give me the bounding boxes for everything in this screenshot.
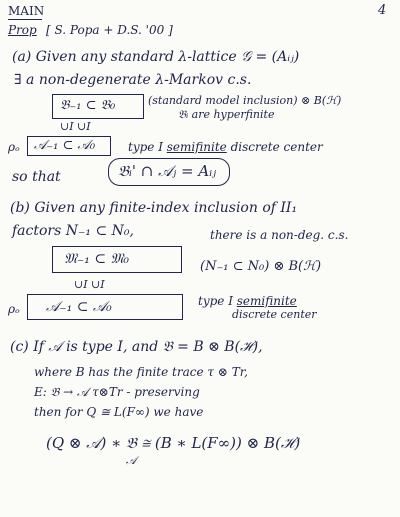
part-c-line4: then for Q ≅ L(F∞) we have: [34, 405, 204, 419]
prop-label: Prop: [8, 23, 37, 37]
part-a-contains-marks: ∪I ∪I: [60, 120, 91, 133]
part-b-top-inclusion: 𝔐₋₁ ⊂ 𝔐₀: [64, 251, 130, 267]
part-a-type-desc-3: discrete center: [226, 140, 323, 154]
part-c-formula-sub: 𝒜: [126, 454, 137, 467]
part-a-type-desc: [128, 141, 323, 153]
part-b-type-desc-1: type I: [198, 294, 237, 308]
part-b-contains-marks: ∪I ∪I: [74, 278, 105, 291]
part-b-line2-right: there is a non-deg. c.s.: [210, 228, 349, 242]
prop-reference: [ S. Popa + D.S. '00 ]: [46, 23, 173, 37]
part-a-line2: ∃ a non-degenerate λ-Markov c.s.: [14, 72, 252, 88]
part-b-type-desc: [198, 295, 297, 307]
part-a-bottom-inclusion: 𝒜₋₁ ⊂ 𝒜₀: [34, 138, 96, 153]
main-label: MAIN: [8, 4, 45, 18]
part-a-line1: (a) Given any standard λ-lattice 𝒢 = (Aᵢⱼ): [12, 49, 300, 65]
part-a-top-inclusion: 𝔅₋₁ ⊂ 𝔅₀: [60, 98, 116, 113]
part-b-line2-left: factors N₋₁ ⊂ N₀,: [12, 223, 134, 239]
part-a-relation: 𝔅ᵢ' ∩ 𝒜ⱼ = Aᵢⱼ: [118, 162, 217, 180]
part-a-annotation: (standard model inclusion) ⊗ B(ℋ): [148, 94, 342, 107]
part-a-annotation-sub: 𝔅ᵢ are hyperfinite: [178, 108, 275, 121]
part-c-formula: (Q ⊗ 𝒜) ∗ 𝔅 ≅ (B ∗ L(F∞)) ⊗ B(ℋ): [46, 434, 301, 452]
part-b-line1: (b) Given any finite-index inclusion of II₁: [10, 200, 298, 216]
part-c-line3: E: 𝔅 → 𝒜 τ⊗Tr - preserving: [34, 385, 200, 399]
part-b-type-desc-3: discrete center: [232, 308, 317, 321]
part-a-type-desc-1: type I: [128, 140, 167, 154]
part-a-rho-label: ρₒ: [8, 140, 20, 154]
part-a-type-desc-2: semifinite: [166, 140, 227, 154]
part-b-tensor: (N₋₁ ⊂ N₀) ⊗ B(ℋ): [200, 259, 322, 274]
page-number: 4: [378, 3, 387, 18]
part-b-bottom-inclusion: 𝒜₋₁ ⊂ 𝒜₀: [46, 299, 112, 315]
main-underline: [8, 19, 42, 20]
part-a-so-that: so that: [12, 169, 61, 185]
part-b-rho-label: ρₒ: [8, 302, 20, 316]
part-c-line2: where B has the finite trace τ ⊗ Tr,: [34, 365, 248, 379]
part-b-type-desc-2: semifinite: [236, 294, 297, 308]
part-c-line1: (c) If 𝒜 is type I, and 𝔅 = B ⊗ B(ℋ),: [10, 339, 263, 355]
